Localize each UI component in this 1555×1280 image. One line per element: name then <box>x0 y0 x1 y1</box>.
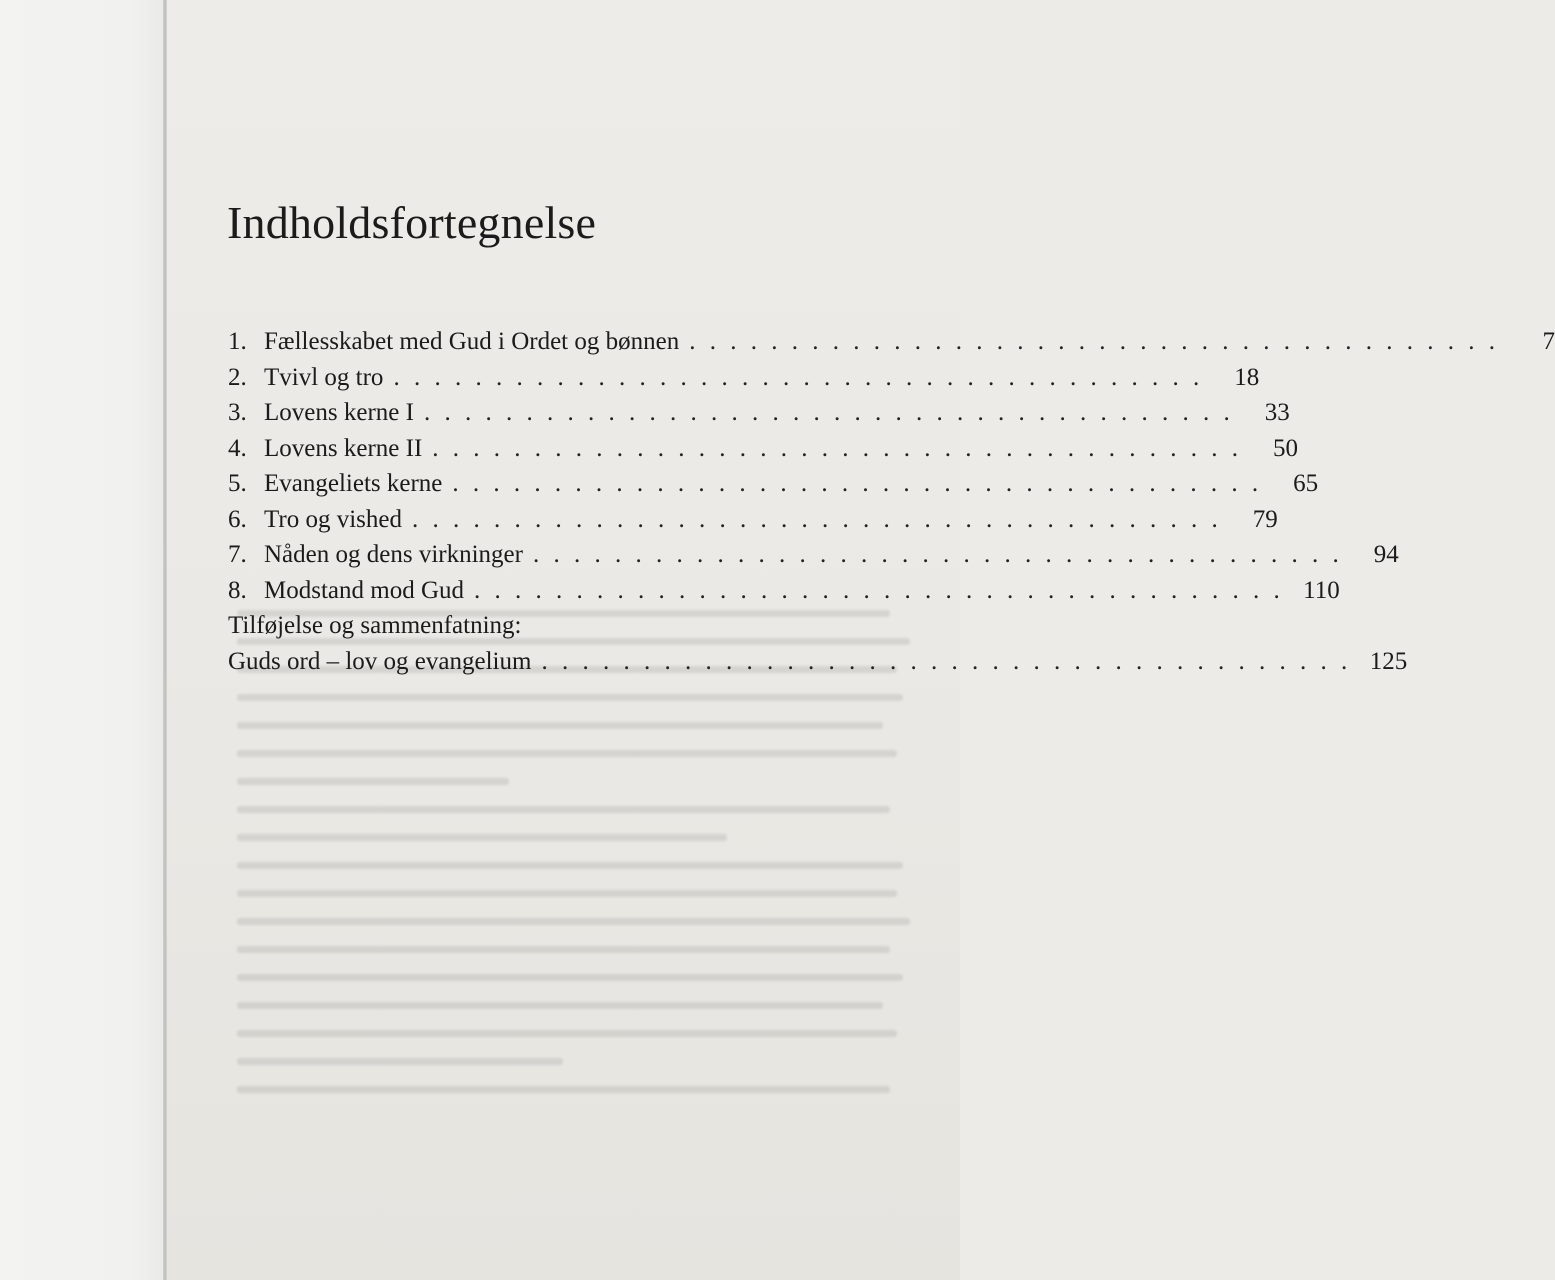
dot-leader: . . . . . . . . . . . . . . . . . . . . . . . . . . . . . . . . . . . . . . . . <box>689 328 1499 355</box>
toc-entry <box>228 537 1399 573</box>
dot-leader: . . . . . . . . . . . . . . . . . . . . . . . . . . . . . . . . . . . . . . . . <box>432 434 1243 462</box>
previous-page-edge <box>0 0 165 1280</box>
toc-entry-label: Guds ord – lov og evangelium <box>228 647 532 675</box>
dot-leader: . . . . . . . . . . . . . . . . . . . . . . . . . . . . . . . . . . . . . . . . <box>541 647 1352 675</box>
toc-entry-page: 125 <box>1369 647 1408 675</box>
toc-entry-label: Modstand mod Gud <box>264 576 464 604</box>
toc-entry-label: Fællesskabet med Gud i Ordet og bønnen <box>264 328 680 355</box>
dot-leader: . . . . . . . . . . . . . . . . . . . . . . . . . . . . . . . . . . . . . . . . <box>423 399 1234 426</box>
dot-leader: . . . . . . . . . . . . . . . . . . . . . . . . . . . . . . . . . . . . . . . . <box>452 470 1263 497</box>
toc-entry <box>228 360 1260 396</box>
toc-entry-page: 65 <box>1293 470 1319 497</box>
toc-entry <box>228 324 1555 360</box>
toc-entry-page: 33 <box>1264 399 1290 426</box>
toc-entry-page: 110 <box>1303 576 1340 604</box>
table-of-contents <box>228 324 1555 679</box>
toc-entry-number: 4. <box>228 434 247 462</box>
toc-entry-label: Tvivl og tro <box>264 363 384 391</box>
toc-entry-number: 3. <box>228 399 247 426</box>
dot-leader: . . . . . . . . . . . . . . . . . . . . . . . . . . . . . . . . . . . . . . . . <box>532 541 1343 568</box>
toc-entry-label: Evangeliets kerne <box>264 470 443 497</box>
toc-entry-page: 79 <box>1252 505 1278 533</box>
toc-entry-number: 6. <box>228 505 247 533</box>
appendix-heading: Tilføjelse og sammenfatning: <box>228 612 522 639</box>
toc-entry <box>228 395 1290 431</box>
toc-entry-page: 94 <box>1373 541 1399 568</box>
dot-leader: . . . . . . . . . . . . . . . . . . . . . . . . . . . . . . . . . . . . . . . . <box>474 576 1284 604</box>
toc-entry <box>228 502 1278 538</box>
toc-entry-number: 1. <box>228 328 247 355</box>
toc-entry-label: Lovens kerne II <box>264 434 423 462</box>
toc-entry-number: 8. <box>228 576 247 604</box>
toc-entry-page: 50 <box>1273 434 1299 462</box>
toc-entry-number: 2. <box>228 363 247 391</box>
toc-entry-page: 18 <box>1234 363 1260 391</box>
dot-leader: . . . . . . . . . . . . . . . . . . . . . . . . . . . . . . . . . . . . . . . . <box>393 363 1204 391</box>
toc-entry-label: Tro og vished <box>264 505 402 533</box>
toc-entry-page: 7 <box>1542 328 1555 355</box>
toc-entry-appendix <box>228 644 1408 680</box>
toc-title: Indholdsfortegnelse <box>227 197 597 248</box>
toc-entry <box>228 466 1319 502</box>
show-through-text <box>237 610 917 1170</box>
toc-entry-label: Nåden og dens virkninger <box>264 541 523 568</box>
toc-entry-label: Lovens kerne I <box>264 399 414 426</box>
dot-leader: . . . . . . . . . . . . . . . . . . . . . . . . . . . . . . . . . . . . . . . . <box>412 505 1222 533</box>
toc-entry-number: 5. <box>228 470 247 497</box>
toc-entry-number: 7. <box>228 541 247 568</box>
toc-entry <box>228 431 1299 467</box>
toc-entry <box>228 573 1340 609</box>
